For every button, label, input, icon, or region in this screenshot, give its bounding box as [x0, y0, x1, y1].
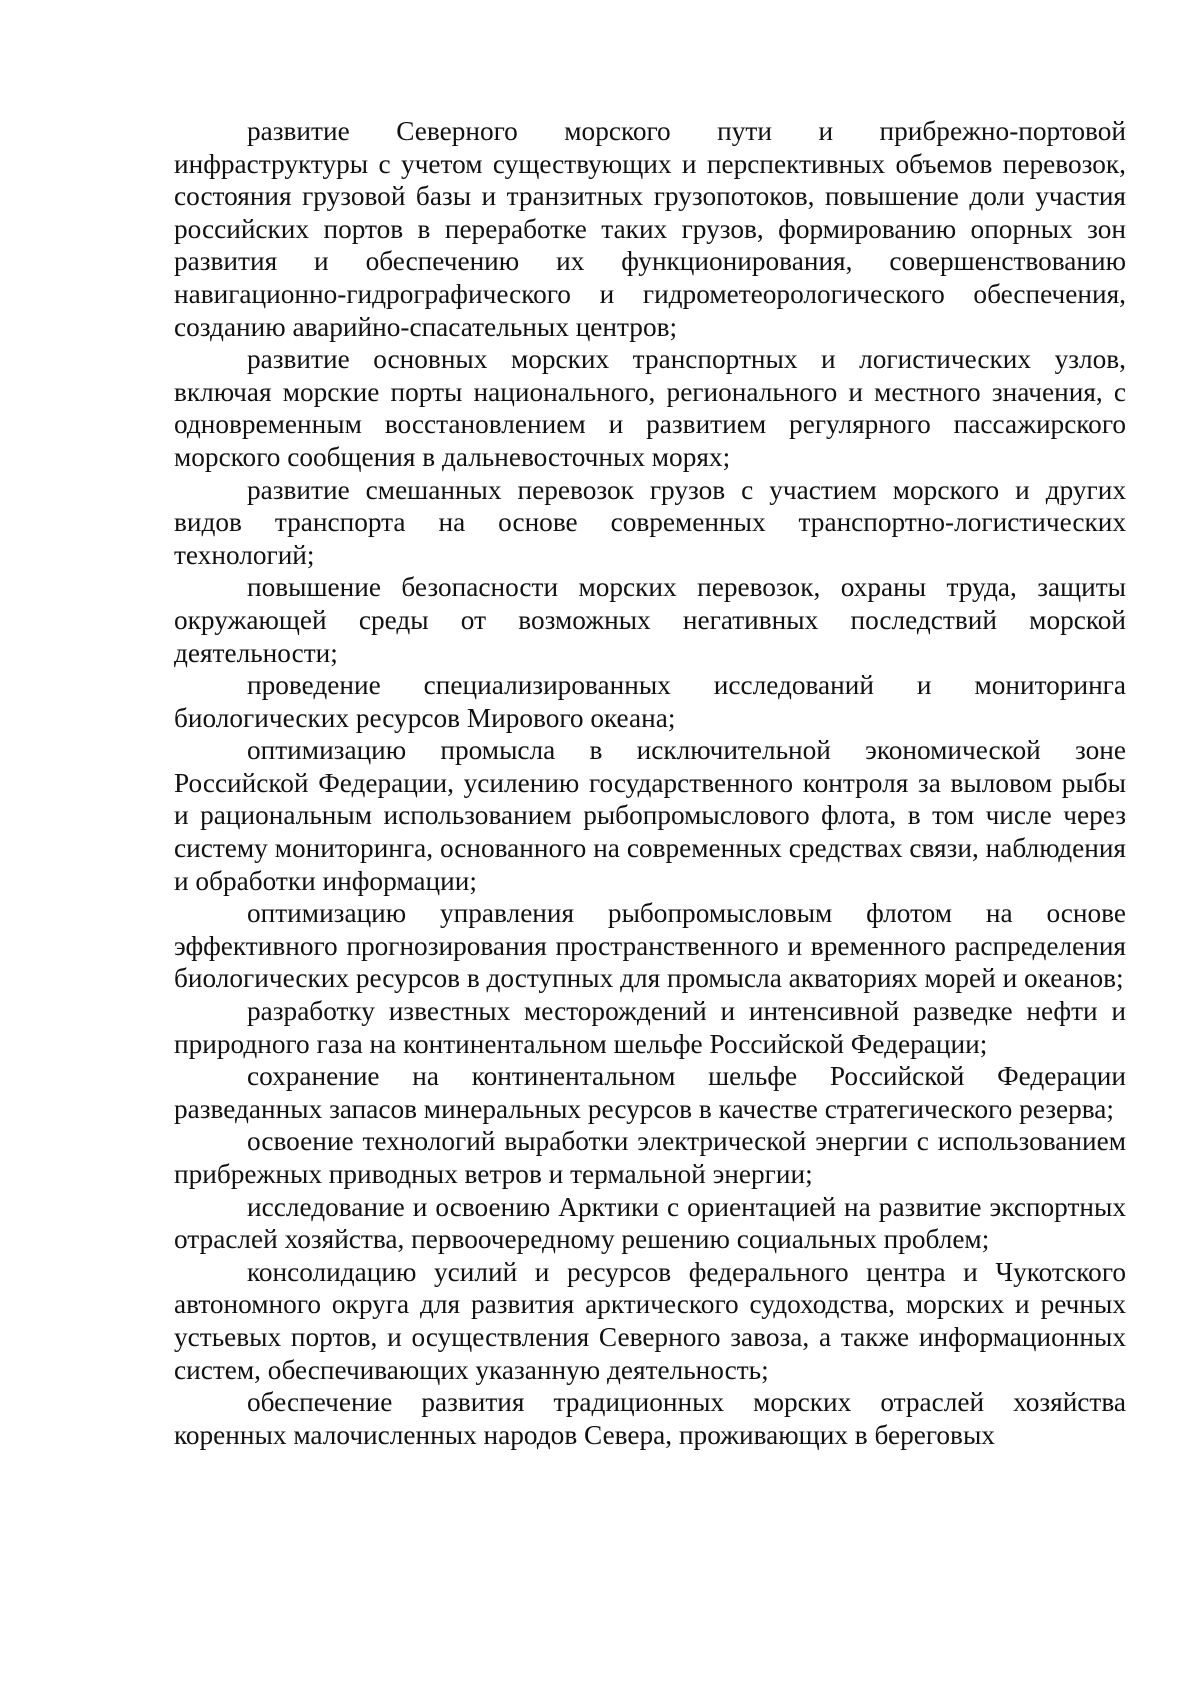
- paragraph-chukotka-consolidation: консолидацию усилий и ресурсов федерального центра и Чукотского автономного округа для развития арктического судоходства, морских и речных устьевых портов, и осуществления Северного завоза, а также информационных систем, обеспечивающих указанную деятельность;: [174, 1256, 1126, 1385]
- paragraph-arctic-development: исследование и освоению Арктики с ориентацией на развитие экспортных отраслей хозяйства, первоочередному решению социальных проблем;: [174, 1191, 1126, 1255]
- paragraph-oil-gas-development: разработку известных месторождений и интенсивной разведке нефти и природного газа на континентальном шельфе Российской Федерации;: [174, 996, 1126, 1059]
- paragraph-indigenous-peoples: обеспечение развития традиционных морских отраслей хозяйства коренных малочисленных народов Севера, проживающих в береговых: [174, 1387, 1126, 1450]
- paragraph-wind-thermal-energy: освоение технологий выработки электрической энергии с использованием прибрежных приводных ветров и термальной энергии;: [174, 1126, 1126, 1189]
- paragraph-maritime-safety: повышение безопасности морских перевозок, охраны труда, защиты окружающей среды от возможных негативных последствий морской деятельности;: [174, 572, 1126, 668]
- paragraph-ocean-research: проведение специализированных исследований и мониторинга биологических ресурсов Мирового океана;: [174, 670, 1126, 733]
- paragraph-mixed-cargo-transport: развитие смешанных перевозок грузов с участием морского и других видов транспорта на основе современных транспортно-логистических технологий;: [174, 474, 1126, 570]
- paragraph-northern-sea-route: развитие Северного морского пути и прибрежно-портовой инфраструктуры с учетом существующих и перспективных объемов перевозок, состояния грузовой базы и транзитных грузопотоков, повышение доли участия российских портов в переработке таких грузов, формированию опорных зон развития и обеспечению их функционирования, совершенствованию навигационно-гидрографического и гидрометеорологического обеспечения, созданию аварийно-спасательных центров;: [174, 116, 1126, 342]
- paragraph-fishing-fleet-management: оптимизацию управления рыбопромысловым флотом на основе эффективного прогнозирования пространственного и временного распределения биологических ресурсов в доступных для промысла акваториях морей и океанов;: [174, 898, 1126, 994]
- paragraph-fishing-optimization: оптимизацию промысла в исключительной экономической зоне Российской Федерации, усилению государственного контроля за выловом рыбы и рациональным использованием рыбопромыслового флота, в том числе через систему мониторинга, основанного на современных средствах связи, наблюдения и обработки информации;: [174, 735, 1126, 896]
- document-body: [174, 115, 1126, 1451]
- paragraph-transport-logistics-hubs: развитие основных морских транспортных и логистических узлов, включая морские порты национального, регионального и местного значения, с одновременным восстановлением и развитием регулярного пассажирского морского сообщения в дальневосточных морях;: [174, 344, 1126, 472]
- paragraph-mineral-reserves: сохранение на континентальном шельфе Российской Федерации разведанных запасов минеральных ресурсов в качестве стратегического резерва;: [174, 1061, 1126, 1124]
